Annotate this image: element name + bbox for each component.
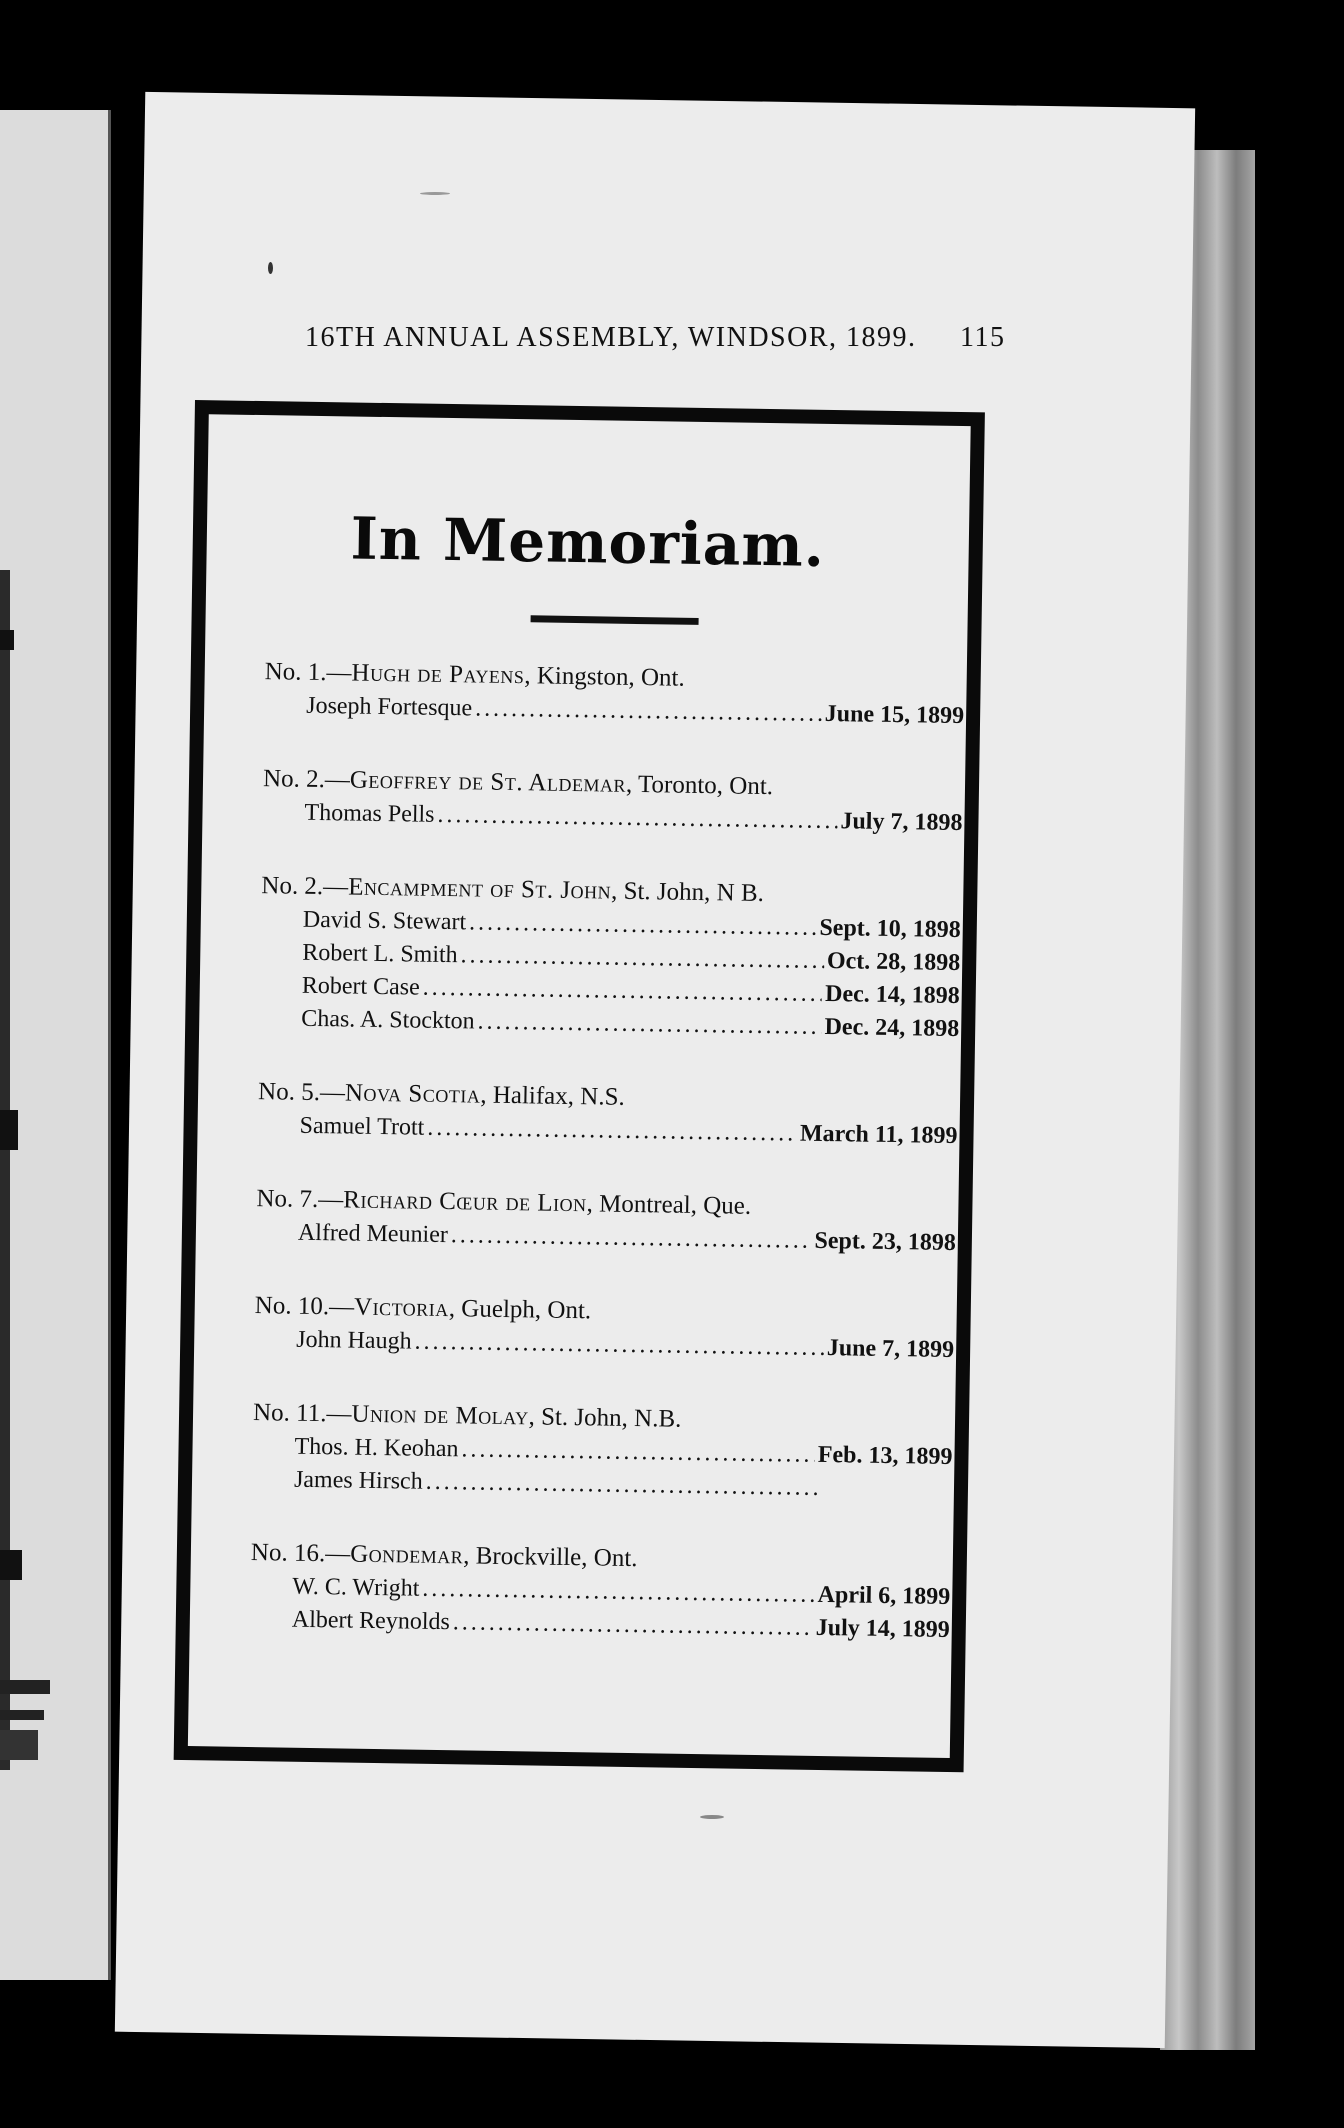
dot-leader — [469, 906, 817, 944]
page-title: In Memoriam. — [350, 504, 826, 580]
gothic-illustration-fragment — [0, 570, 50, 1770]
preceptory-place: , Toronto, Ont. — [625, 770, 774, 801]
preceptory-name: Victoria — [353, 1293, 450, 1323]
preceptory-entry — [259, 869, 962, 1046]
member-name: Albert Reynolds — [291, 1606, 451, 1636]
preceptory-number: No. 16.— — [250, 1539, 351, 1568]
preceptory-number: No. 7.— — [256, 1185, 344, 1214]
member-date: Dec. 24, 1898 — [824, 1013, 960, 1043]
dot-leader — [461, 1433, 815, 1472]
member-date: June 15, 1899 — [824, 700, 965, 730]
member-date: June 7, 1899 — [826, 1335, 955, 1364]
memorial-list — [249, 655, 965, 1687]
preceptory-entry — [252, 1396, 953, 1507]
preceptory-name: Geoffrey de St. Aldemar — [349, 766, 627, 798]
dot-leader — [414, 1326, 824, 1365]
preceptory-name: Union de Molay — [351, 1400, 529, 1431]
member-name: John Haugh — [296, 1326, 412, 1355]
member-date: Oct. 28, 1898 — [826, 947, 961, 977]
facing-page — [0, 110, 111, 1980]
dot-leader — [427, 1112, 797, 1151]
preceptory-entry — [257, 1075, 958, 1153]
member-date: Dec. 14, 1898 — [824, 980, 960, 1010]
preceptory-number: No. 2.— — [262, 765, 351, 794]
dot-leader — [425, 1466, 819, 1505]
preceptory-entry — [250, 1536, 951, 1647]
member-name: Joseph Fortesque — [306, 692, 473, 722]
dot-leader — [451, 1219, 812, 1258]
memorial-frame — [174, 400, 985, 1772]
preceptory-place: , Kingston, Ont. — [524, 662, 685, 692]
member-name: David S. Stewart — [302, 906, 467, 936]
member-date: March 11, 1899 — [799, 1120, 958, 1150]
member-name: W. C. Wright — [292, 1573, 420, 1602]
preceptory-number: No. 1.— — [264, 658, 352, 687]
member-date: Feb. 13, 1899 — [817, 1441, 953, 1471]
dot-leader — [475, 692, 822, 730]
preceptory-place: , Montreal, Que. — [586, 1190, 752, 1220]
member-date: April 6, 1899 — [817, 1581, 951, 1611]
member-date: July 14, 1899 — [815, 1614, 950, 1644]
preceptory-entry — [264, 655, 965, 733]
member-date: Sept. 23, 1898 — [814, 1227, 957, 1257]
member-name: Thos. H. Keohan — [294, 1433, 459, 1463]
preceptory-number: No. 10.— — [254, 1292, 355, 1321]
preceptory-place: , Halifax, N.S. — [480, 1081, 625, 1111]
preceptory-entry — [254, 1289, 955, 1367]
preceptory-place: , St. John, N.B. — [528, 1403, 682, 1433]
ink-speck — [700, 1815, 724, 1819]
ink-speck — [420, 192, 450, 195]
member-name: James Hirsch — [293, 1466, 423, 1495]
preceptory-number: No. 5.— — [257, 1078, 346, 1107]
running-head-text: 16TH ANNUAL ASSEMBLY, WINDSOR, 1899. — [305, 322, 917, 353]
dot-leader — [477, 1006, 821, 1044]
preceptory-name: Nova Scotia — [344, 1079, 481, 1109]
preceptory-place: , Brockville, Ont. — [463, 1542, 638, 1573]
preceptory-number: No. 2.— — [261, 872, 349, 901]
member-name: Chas. A. Stockton — [301, 1005, 475, 1035]
running-head — [305, 322, 1005, 354]
title-rule — [531, 615, 699, 625]
preceptory-name: Gondemar — [349, 1540, 464, 1570]
member-name: Alfred Meunier — [297, 1219, 449, 1249]
member-date: Sept. 10, 1898 — [819, 914, 961, 944]
page-number: 115 — [960, 322, 1006, 353]
member-name: Robert L. Smith — [302, 939, 458, 969]
preceptory-name: Hugh de Payens — [351, 659, 525, 690]
ink-speck — [268, 262, 273, 274]
preceptory-entry — [262, 762, 963, 840]
member-name: Robert Case — [301, 972, 420, 1001]
preceptory-number: No. 11.— — [252, 1399, 352, 1428]
preceptory-entry — [256, 1182, 957, 1260]
member-name: Samuel Trott — [299, 1112, 425, 1141]
preceptory-place: , St. John, N B. — [610, 877, 765, 907]
dot-leader — [453, 1606, 813, 1645]
member-name: Thomas Pells — [304, 799, 435, 828]
dot-leader — [437, 799, 837, 838]
preceptory-name: Richard Cœur de Lion — [343, 1186, 587, 1218]
preceptory-place: , Guelph, Ont. — [448, 1295, 592, 1325]
member-date: July 7, 1898 — [840, 808, 963, 837]
preceptory-name: Encampment of St. John — [347, 873, 612, 905]
